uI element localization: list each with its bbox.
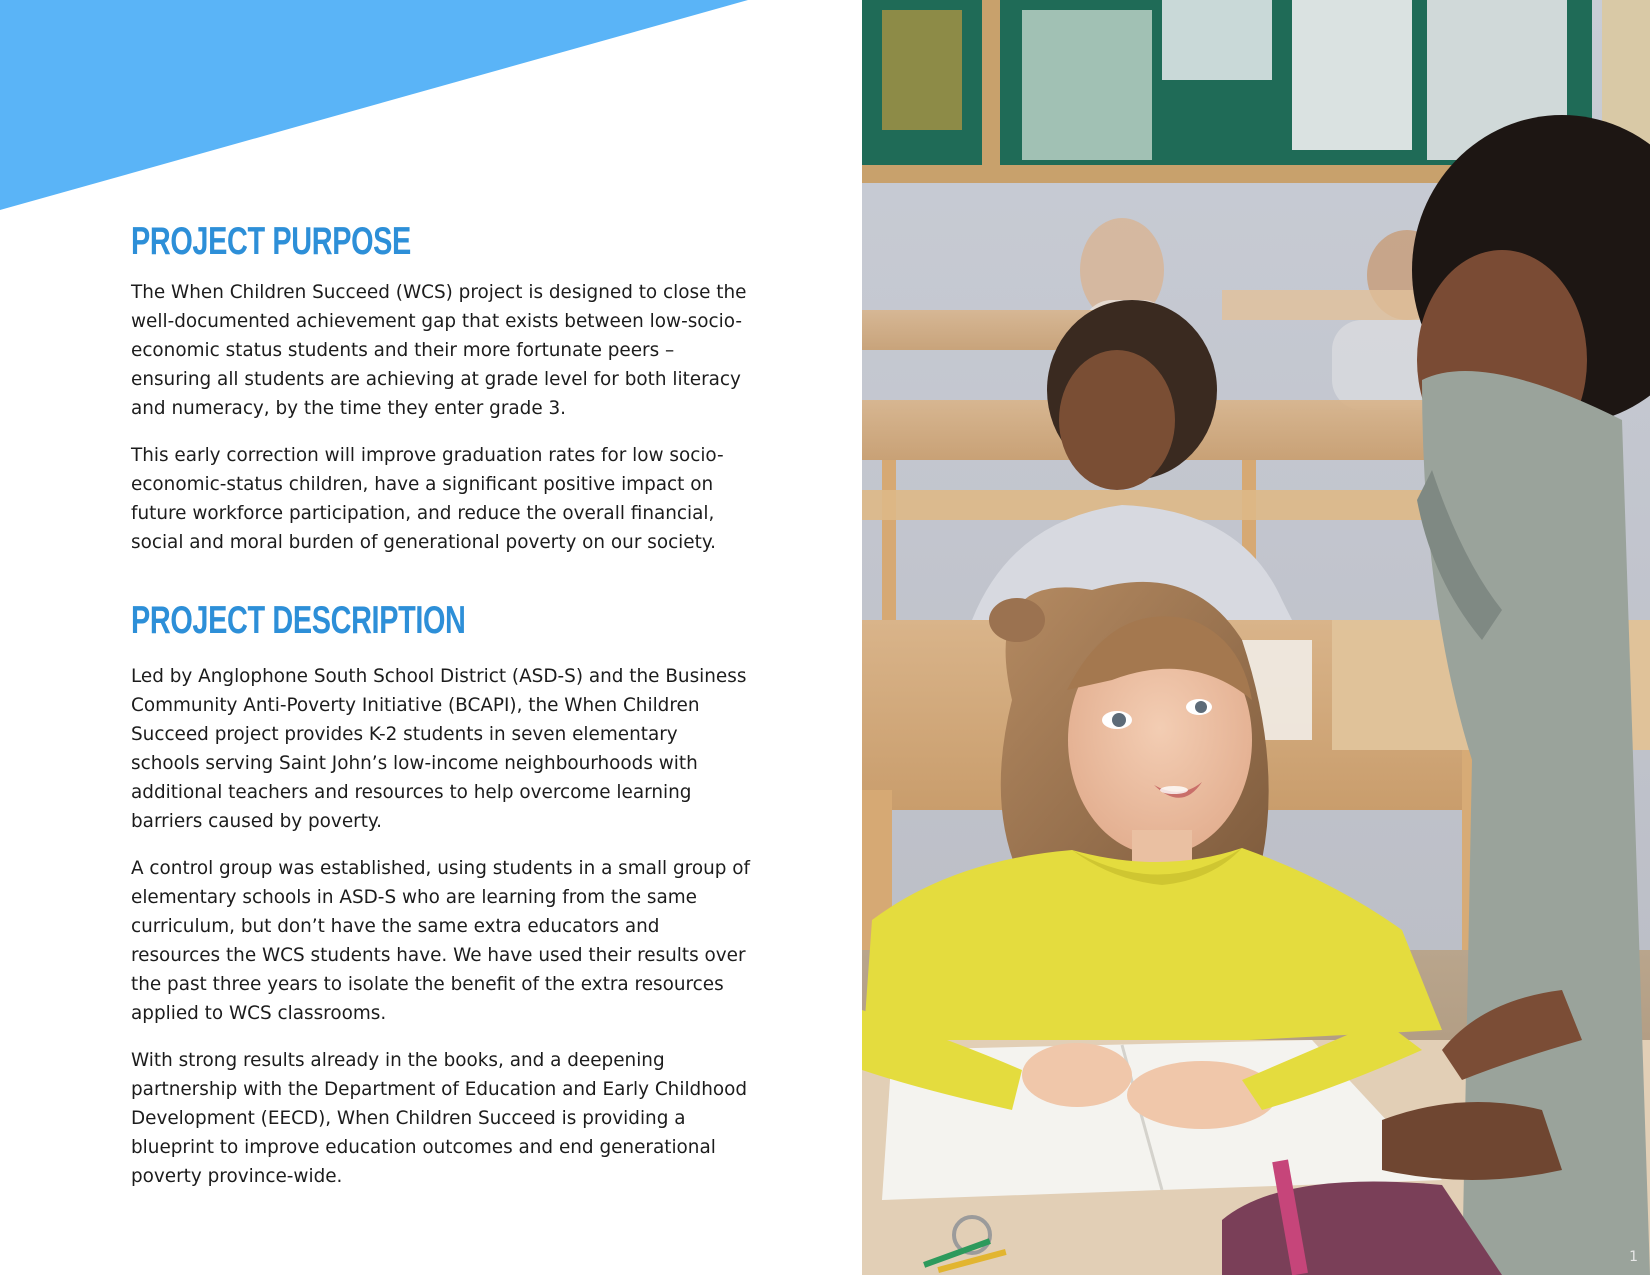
project-description-heading: PROJECT DESCRIPTION — [131, 599, 466, 642]
description-paragraph-2: A control group was established, using students in a small group of elementary schools in ASD-S who are learning from the same curriculum, but don’t have the same extra educators and resources the WCS students have. We have used their results over the past three years to isolate the benefit of the extra resources applied to WCS classrooms. — [131, 858, 750, 1024]
description-paragraph-1: Led by Anglophone South School District (ASD-S) and the Business Community Anti-Poverty Initiative (BCAPI), the When Children Succeed project provides K-2 students in seven elementary schools serving Saint John’s low-income neighbourhoods with additional teachers and resources to help overcome learning barriers caused by poverty. — [131, 666, 747, 832]
right-page — [862, 0, 1650, 1275]
page-number: 1 — [1629, 1249, 1638, 1265]
classroom-photo — [862, 0, 1650, 1275]
purpose-paragraph-2: This early correction will improve graduation rates for low socio-economic-status children, have a significant positive impact on future workforce participation, and reduce the overall financial, social and moral burden of generational poverty on our society. — [131, 445, 724, 553]
text-column — [131, 218, 751, 1191]
description-paragraph-3: With strong results already in the books, and a deepening partnership with the Department of Education and Early Childhood Development (EECD), When Children Succeed is providing a blueprint to improve education outcomes and end generational poverty province-wide. — [131, 1050, 748, 1187]
project-purpose-heading: PROJECT PURPOSE — [131, 220, 411, 263]
purpose-paragraph-1: The When Children Succeed (WCS) project is designed to close the well-documented achievement gap that exists between low-socio-economic status students and their more fortunate peers – ensuring all students are achieving at grade level for both literacy and numeracy, by the time they enter grade 3. — [131, 282, 747, 419]
